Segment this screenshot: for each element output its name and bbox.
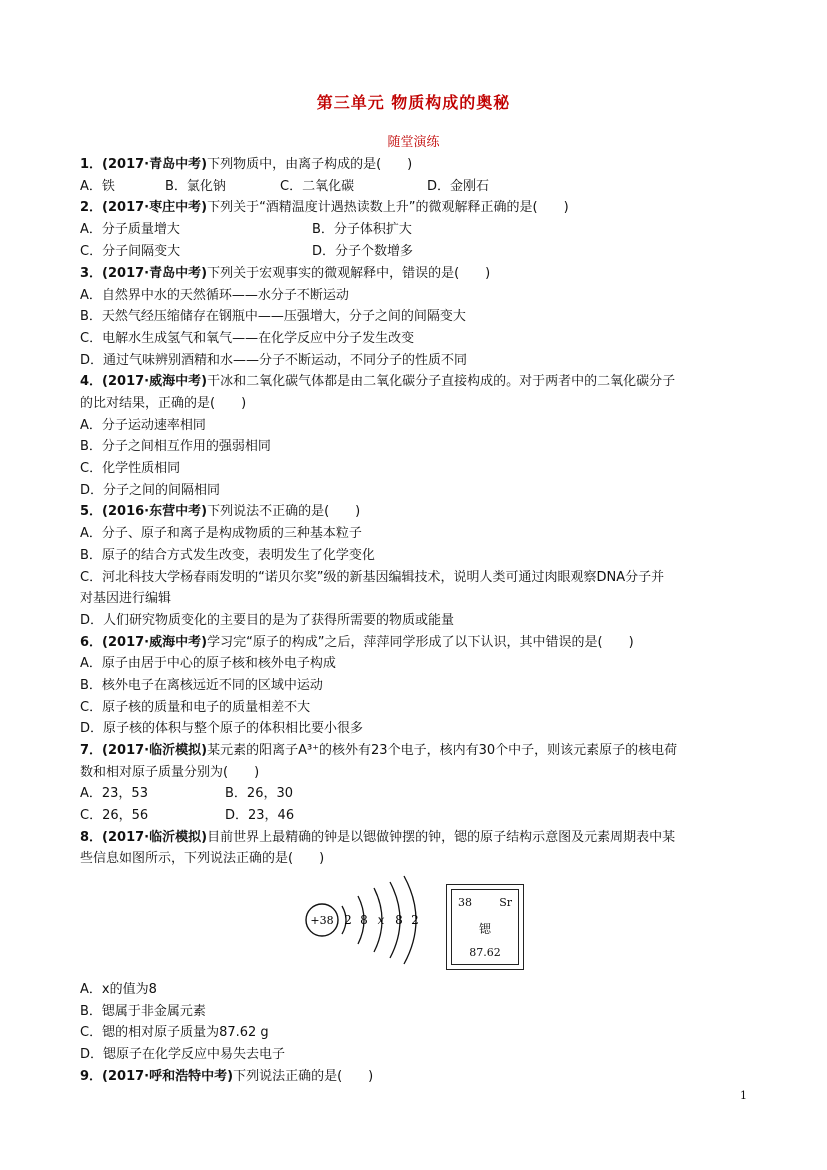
- question-9-stem: 9．(2017·呼和浩特中考)下列说法正确的是( ): [80, 1069, 374, 1084]
- question-3-option-d: D．通过气味辨别酒精和水——分子不断运动，不同分子的性质不同: [80, 353, 468, 368]
- question-4-option-d: D．分子之间的间隔相同: [80, 483, 221, 498]
- question-8-option-a: A．x的值为8: [80, 982, 157, 997]
- question-6-option-b: B．核外电子在离核远近不同的区域中运动: [80, 678, 323, 693]
- question-5-option-c-cont: 对基因进行编辑: [80, 591, 172, 606]
- question-8-option-b: B．锶属于非金属元素: [80, 1004, 206, 1019]
- question-4-option-c: C．化学性质相同: [80, 461, 181, 476]
- question-6-option-d: D．原子核的体积与整个原子的体积相比要小很多: [80, 721, 364, 736]
- question-3-option-b: B．天然气经压缩储存在钢瓶中——压强增大，分子之间的间隔变大: [80, 309, 466, 324]
- atomic-number: 38: [458, 896, 472, 909]
- atomic-mass: 87.62: [469, 946, 501, 959]
- question-4-option-b: B．分子之间相互作用的强弱相同: [80, 439, 271, 454]
- question-4-option-a: A．分子运动速率相同: [80, 418, 206, 433]
- question-5-option-b: B．原子的结合方式发生改变，表明发生了化学变化: [80, 548, 375, 563]
- question-8-stem: 8．(2017·临沂模拟)目前世界上最精确的钟是以锶做钟摆的钟，锶的原子结构示意图及元素周期表中某: [80, 830, 676, 845]
- question-7-stem: 7．(2017·临沂模拟)某元素的阳离子A³⁺的核外有23个电子，核内有30个中子，则该元素原子的核电荷: [80, 743, 678, 758]
- element-symbol: Sr: [499, 896, 512, 909]
- question-1-stem: 1．(2017·青岛中考)下列物质中，由离子构成的是( ): [80, 157, 413, 172]
- question-3-option-c: C．电解水生成氢气和氧气——在化学反应中分子发生改变: [80, 331, 415, 346]
- strontium-atom-structure-diagram: [300, 872, 430, 967]
- question-7-stem-cont: 数和相对原子质量分别为( ): [80, 765, 260, 780]
- element-name: 锶: [478, 922, 491, 936]
- question-8-option-c: C．锶的相对原子质量为87.62 g: [80, 1025, 269, 1040]
- page-title: 第三单元 物质构成的奥秘: [316, 93, 511, 112]
- question-3-option-a: A．自然界中水的天然循环——水分子不断运动: [80, 288, 349, 303]
- question-4-stem: 4．(2017·威海中考)干冰和二氧化碳气体都是由二氧化碳分子直接构成的。对于两者中的二氧化碳分子: [80, 374, 676, 389]
- page-subtitle: 随堂演练: [387, 135, 440, 150]
- page-number: 1: [740, 1089, 747, 1102]
- question-5-option-c: C．河北科技大学杨春雨发明的“诺贝尔奖”级的新基因编辑技术，说明人类可通过肉眼观察DNA分子并: [80, 570, 665, 585]
- shell-electrons-4: 8: [395, 913, 403, 927]
- periodic-table-cell-inner: [451, 889, 519, 965]
- question-5-stem: 5．(2016·东营中考)下列说法不正确的是( ): [80, 504, 361, 519]
- shell-electrons-2: 8: [360, 913, 368, 927]
- question-5-option-a: A．分子、原子和离子是构成物质的三种基本粒子: [80, 526, 362, 541]
- periodic-table-cell: [446, 884, 524, 970]
- nucleus-charge: +38: [310, 914, 334, 927]
- question-2-stem: 2．(2017·枣庄中考)下列关于“酒精温度计遇热读数上升”的微观解释正确的是( ): [80, 200, 569, 215]
- question-6-option-a: A．原子由居于中心的原子核和核外电子构成: [80, 656, 336, 671]
- question-8-stem-cont: 些信息如图所示，下列说法正确的是( ): [80, 851, 325, 866]
- question-6-stem: 6．(2017·威海中考)学习完“原子的构成”之后，萍萍同学形成了以下认识，其中错误的是( ): [80, 635, 634, 650]
- question-4-stem-cont: 的比对结果，正确的是( ): [80, 396, 247, 411]
- shell-electrons-3: x: [377, 913, 385, 927]
- question-8-option-d: D．锶原子在化学反应中易失去电子: [80, 1047, 286, 1062]
- shell-electrons-1: 2: [344, 913, 352, 927]
- question-6-option-c: C．原子核的质量和电子的质量相差不大: [80, 700, 311, 715]
- question-3-stem: 3．(2017·青岛中考)下列关于宏观事实的微观解释中，错误的是( ): [80, 266, 491, 281]
- document-page: 第三单元 物质构成的奥秘 随堂演练 1．(2017·青岛中考)下列物质中，由离子构成的是( ) A．铁 B．氯化钠 C．二氧化碳 D．金刚石 2．(2017·枣庄中考)下列关于“酒精温度计遇热读数上升”的微观解释正确的是( ) A．分子质量增大 B．分子体积扩大 C．分子间隔变大 D．分子个数增多 3．(2017·青岛中考)下列关于宏观事实的微观解释中，错误的是( ) A．自然界中水的天然循环——水分子不断运动 B．天然气经压缩储存在钢瓶中——压强增大，分子之间的间隔变大 C．电解水生成氢气和氧气——在化学反应中分子发生改变 D．通过气味辨别酒精和水——分子不断运动，不同分子的性质不同 4．(2017·威海中考)干冰和二氧化碳气体都是由二氧化碳分子直接构成的。对于两者中的二氧化碳分子 的比对结果，正确的是( ) A．分子运动速率相同 B．分子之间相互作用的强弱相同 C．化学性质相同 D．分子之间的间隔相同 5．(2016·东营中考)下列说法不正确的是( ) A．分子、原子和离子是构成物质的三种基本粒子 B．原子的结合方式发生改变，表明发生了化学变化 C．河北科技大学杨春雨发明的“诺贝尔奖”级的新基因编辑技术，说明人类可通过肉眼观察DNA分子并 对基因进行编辑 D．人们研究物质变化的主要目的是为了获得所需要的物质或能量 6．(2017·威海中考)学习完“原子的构成”之后，萍萍同学形成了以下认识，其中错误的是( ) A．原子由居于中心的原子核和核外电子构成 B．核外电子在离核远近不同的区域中运动 C．原子核的质量和电子的质量相差不大 D．原子核的体积与整个原子的体积相比要小很多 7．(2017·临沂模拟)某元素的阳离子A³⁺的核外有23个电子，核内有30个中子，则该元素原子的核电荷 数和相对原子质量分别为( ) A．23，53 B．26，30 C．26，56 D．23，46 8．(2017·临沂模拟)目前世界上最精确的钟是以锶做钟摆的钟，锶的原子结构示意图及元素周期表中某 些信息如图所示，下列说法正确的是( ) +38 2 8 x 8 2 38 Sr 锶 87.62 A．x的值为8 B．锶属于非金属元素 C．锶的相对原子质量为87.62 g D．锶原子在化学反应中易失去电子 9．(2017·呼和浩特中考)下列说法正确的是( ) 1: [0, 0, 827, 1170]
- question-5-option-d: D．人们研究物质变化的主要目的是为了获得所需要的物质或能量: [80, 613, 455, 628]
- shell-electrons-5: 2: [411, 913, 419, 927]
